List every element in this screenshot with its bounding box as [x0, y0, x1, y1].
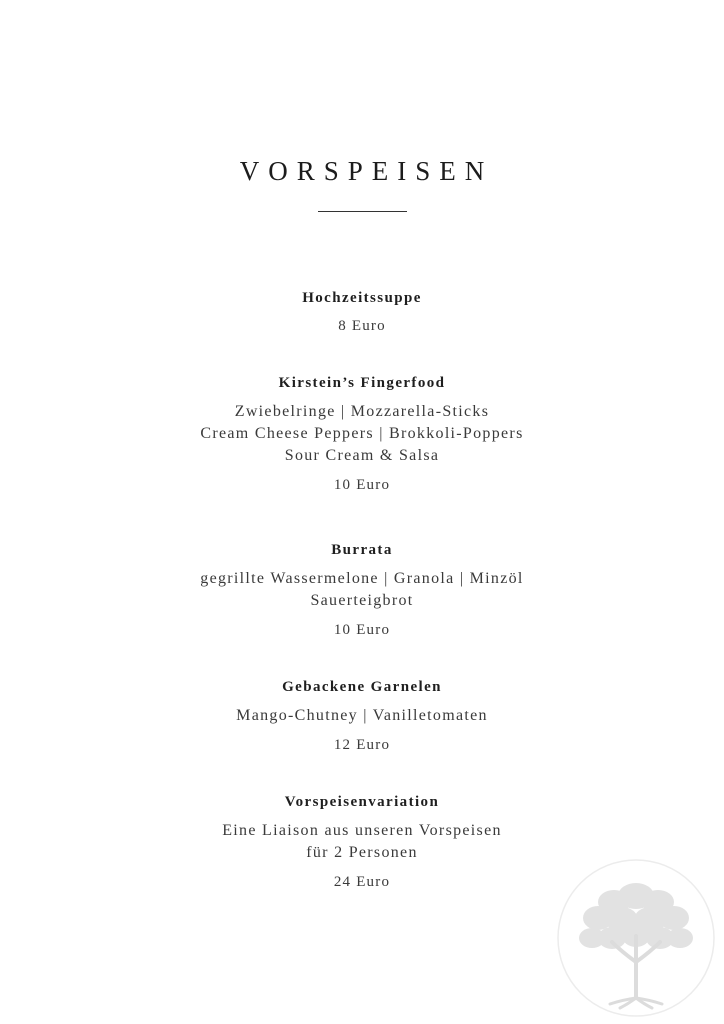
menu-item-description-line: Cream Cheese Peppers | Brokkoli-Poppers	[200, 425, 524, 442]
menu-item-garnelen	[0, 677, 724, 755]
oak-tree-icon	[556, 858, 716, 1018]
menu-item-name: Kirstein’s Fingerfood	[278, 375, 446, 391]
menu-item-description-line: Sour Cream & Salsa	[284, 447, 440, 464]
menu-item-description-line: Sauerteigbrot	[310, 592, 414, 609]
menu-item-price: 10 Euro	[333, 622, 391, 638]
menu-item-price: 12 Euro	[333, 737, 391, 753]
menu-item-hochzeitssuppe	[0, 288, 724, 336]
menu-item-description-line: Eine Liaison aus unseren Vorspeisen	[222, 822, 502, 839]
menu-item-price: 10 Euro	[333, 477, 391, 493]
menu-item-description-line: gegrillte Wassermelone | Granola | Minzöl	[200, 570, 524, 587]
menu-item-description-line: für 2 Personen	[306, 844, 418, 861]
menu-item-name: Gebackene Garnelen	[282, 679, 442, 695]
title-divider	[318, 211, 407, 212]
menu-item-description-line: Mango-Chutney | Vanilletomaten	[236, 707, 488, 724]
menu-item-burrata	[0, 540, 724, 640]
menu-item-fingerfood	[0, 373, 724, 495]
menu-item-price: 8 Euro	[338, 318, 386, 334]
menu-item-price: 24 Euro	[333, 874, 391, 890]
menu-item-name: Burrata	[331, 542, 393, 558]
page-title: VORSPEISEN	[239, 156, 494, 186]
menu-item-name: Hochzeitssuppe	[302, 290, 422, 306]
menu-item-name: Vorspeisenvariation	[284, 794, 440, 810]
menu-item-description-line: Zwiebelringe | Mozzarella-Sticks	[234, 403, 490, 420]
